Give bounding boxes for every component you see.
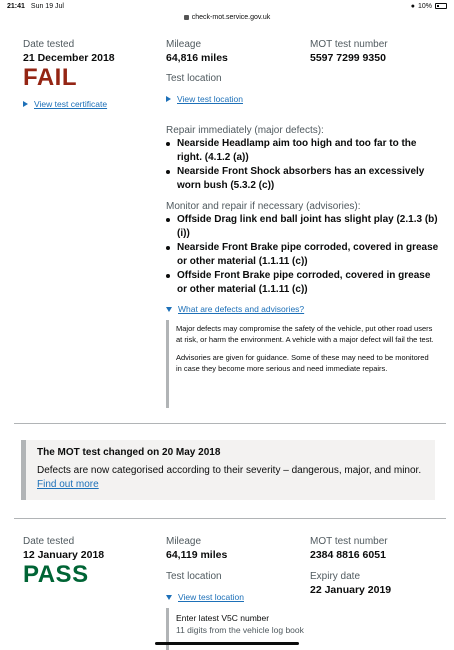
details-summary-label: What are defects and advisories? [178, 304, 305, 314]
test-location-label: Test location [166, 73, 222, 84]
defects-advisories-details-toggle[interactable] [166, 304, 304, 314]
major-defects-section [166, 124, 442, 193]
defect-item: Nearside Headlamp aim too high and too far to the right. (4.1.2 (a)) [166, 137, 442, 165]
result-fail: FAIL [23, 64, 77, 91]
advisories-list [166, 213, 442, 297]
mot-test-number-label: MOT test number [310, 39, 388, 50]
notice-heading: The MOT test changed on 20 May 2018 [37, 447, 221, 458]
mileage-label: Mileage [166, 39, 202, 50]
expiry-date-value: 22 January 2019 [310, 584, 392, 596]
wifi-icon: ● [410, 2, 415, 10]
details-paragraph: Advisories are given for guidance. Some of these may need to be monitored in case they become more serious and need immediate repairs. [176, 353, 429, 373]
mot-test-number-label: MOT test number [310, 536, 388, 547]
test2-date-column [23, 535, 153, 588]
mileage-value: 64,119 miles [166, 549, 228, 561]
defect-item: Nearside Front Shock absorbers has an excessively worn bush (5.3.2 (c)) [166, 165, 442, 193]
address-url: check-mot.service.gov.uk [191, 13, 271, 21]
test2-mileage-column [166, 535, 306, 583]
advisories-heading: Monitor and repair if necessary (advisories): [166, 201, 361, 212]
major-defects-heading: Repair immediately (major defects): [166, 125, 324, 136]
notice-text: Defects are now categorised according to their severity – dangerous, major, and minor. [37, 465, 422, 476]
battery-icon [435, 3, 447, 9]
expiry-date-label: Expiry date [310, 571, 361, 582]
date-tested-label: Date tested [23, 536, 75, 547]
test-location-label: Test location [166, 571, 222, 582]
details-panel [166, 320, 434, 408]
test1-date-column [23, 38, 153, 91]
find-out-more-link[interactable]: Find out more [37, 479, 99, 490]
advisories-section [166, 200, 442, 297]
view-location-label: View test location [178, 592, 244, 602]
status-time: 21:41 [7, 2, 25, 10]
date-tested-value: 12 January 2018 [23, 549, 105, 561]
advisory-item: Offside Drag link end ball joint has slight play (2.1.3 (b) (i)) [166, 213, 442, 241]
v5c-prompt: Enter latest V5C number [176, 613, 270, 623]
mileage-value: 64,816 miles [166, 52, 228, 64]
advisory-item: Nearside Front Brake pipe corroded, covered in grease or other material (1.1.11 (c)) [166, 241, 442, 269]
test2-number-column [310, 535, 450, 597]
home-indicator[interactable] [155, 642, 299, 645]
date-tested-value: 21 December 2018 [23, 52, 115, 64]
test1-mileage-column [166, 38, 306, 85]
view-certificate-label: View test certificate [34, 99, 108, 109]
notice-body [37, 464, 435, 492]
major-defects-list [166, 137, 442, 193]
address-bar[interactable] [0, 11, 454, 23]
result-pass: PASS [23, 561, 89, 588]
details-paragraph: Major defects may compromise the safety of the vehicle, put other road users at risk, or harm the environment. A vehicle with a major defect will fail the test. [176, 324, 434, 344]
mileage-label: Mileage [166, 536, 202, 547]
date-tested-label: Date tested [23, 39, 75, 50]
battery-percent: 10% [417, 2, 432, 10]
view-location-label: View test location [177, 94, 243, 104]
mot-change-notice [21, 440, 435, 500]
lock-icon [184, 15, 189, 20]
view-test-location-link[interactable] [166, 94, 243, 104]
triangle-right-icon [23, 101, 28, 107]
view-test-location-link[interactable] [166, 592, 244, 602]
status-date: Sun 19 Jul [30, 2, 64, 10]
triangle-down-icon [166, 595, 172, 600]
section-divider [14, 423, 446, 424]
view-test-certificate-link[interactable] [23, 99, 107, 109]
section-divider [14, 518, 446, 519]
mot-test-number-value: 5597 7299 9350 [310, 52, 386, 64]
test1-number-column [310, 38, 450, 65]
v5c-hint: 11 digits from the vehicle log book [176, 625, 304, 635]
triangle-down-icon [166, 307, 172, 312]
advisory-item: Offside Front Brake pipe corroded, covered in grease or other material (1.1.11 (c)) [166, 269, 442, 297]
mot-test-number-value: 2384 8816 6051 [310, 549, 386, 561]
triangle-right-icon [166, 96, 171, 102]
